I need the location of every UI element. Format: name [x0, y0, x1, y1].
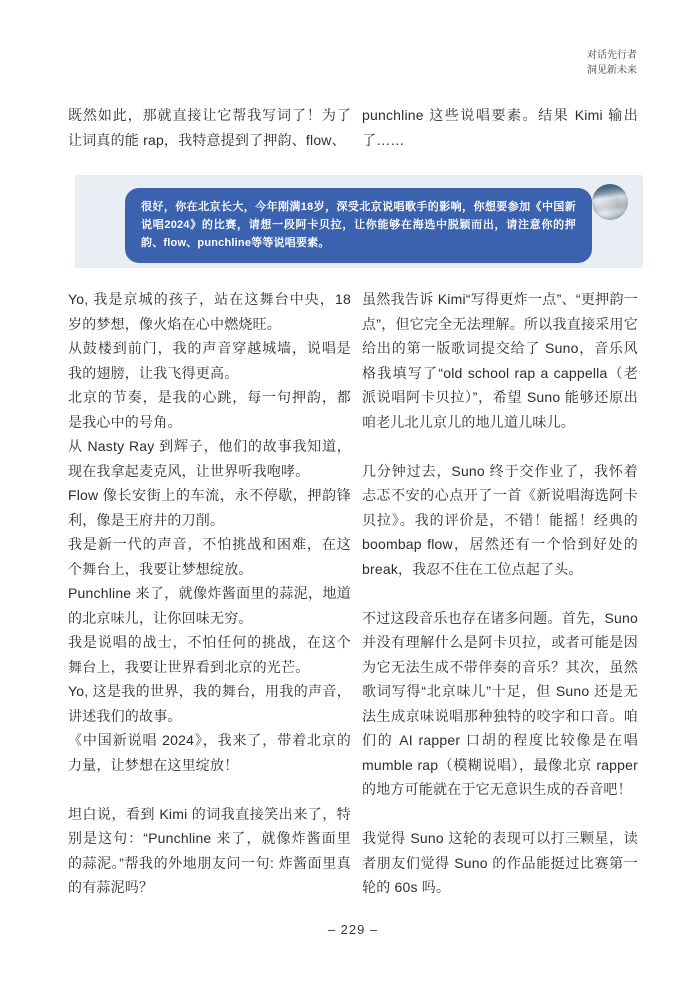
commentary-paragraph: 不过这段音乐也存在诸多问题。首先，Suno 并没有理解什么是阿卡贝拉，或者可能是因为它无法生成不带伴奏的音乐？其次，虽然歌词写得“北京味儿”十足，但 Suno 还是无法生成京味说唱那种独特的咬字和口音。咱们的 AI rapper 口胡的程度比较像是在唱 mumble rap（模糊说唱），最像北京 rapper 的地方可能就在于它无意识生成的吞音吧！ — [362, 609, 638, 797]
lyric-line: Flow 像长安街上的车流，永不停歇，押韵锋利，像是王府井的刀削。 — [68, 487, 351, 528]
lyrics-column — [68, 287, 351, 900]
lyric-line: Yo, 我是京城的孩子，站在这舞台中央，18 岁的梦想，像火焰在心中燃烧旺。 — [68, 291, 351, 332]
kimi-chat-screenshot — [75, 175, 643, 268]
lyric-line: 《中国新说唱 2024》，我来了，带着北京的力量，让梦想在这里绽放！ — [68, 732, 351, 773]
commentary-column — [362, 287, 638, 900]
commentary-paragraph: 虽然我告诉 Kimi“写得更炸一点”、“更押韵一点”，但它完全无法理解。所以我直接采用它给出的第一版歌词提交给了 Suno，音乐风格我填写了“old school rap a cappella（老派说唱阿卡贝拉）”，希望 Suno 能够还原出咱老儿北儿京儿的地儿道儿味儿。 — [362, 291, 638, 430]
intro-right-column-text: punchline 这些说唱要素。结果 Kimi 输出了…… — [362, 107, 638, 148]
author-comment-paragraph: 坦白说，看到 Kimi 的词我直接笑出来了，特别是这句：“Punchline 来了，就像炸酱面里的蒜泥。”帮我的外地朋友问一句: 炸酱面里真的有蒜泥吗？ — [68, 805, 351, 895]
running-header-line-1: 对话先行者 — [587, 50, 637, 61]
lyric-line: Punchline 来了，就像炸酱面里的蒜泥，地道的北京味儿，让你回味无穷。 — [68, 585, 351, 626]
running-header-line-2: 洞见新未来 — [587, 65, 637, 76]
lyric-line: 从鼓楼到前门，我的声音穿越城墙，说唱是我的翅膀，让我飞得更高。 — [68, 340, 351, 381]
page-number: – 229 – — [327, 922, 379, 937]
lyric-line: 北京的节奏，是我的心跳，每一句押韵，都是我心中的号角。 — [68, 389, 351, 430]
commentary-paragraph: 我觉得 Suno 这轮的表现可以打三颗星，读者朋友们觉得 Suno 的作品能挺过比赛第一轮的 60s 吗。 — [362, 830, 638, 895]
commentary-paragraph: 几分钟过去，Suno 终于交作业了，我怀着忐忑不安的心点开了一首《新说唱海选阿卡贝拉》。我的评价是，不错！能摇！经典的 boombap flow，居然还有一个恰到好处的 break，我忍不住在工位点起了头。 — [362, 462, 638, 577]
user-avatar-moon-icon — [592, 184, 628, 220]
user-prompt-bubble — [125, 188, 592, 263]
lyric-line: 我是新一代的声音，不怕挑战和困难，在这个舞台上，我要让梦想绽放。 — [68, 536, 351, 577]
running-header — [587, 48, 637, 78]
lyric-line: Yo, 这是我的世界，我的舞台，用我的声音，讲述我们的故事。 — [68, 683, 351, 724]
main-columns — [68, 287, 638, 900]
lyric-line: 我是说唱的战士，不怕任何的挑战，在这个舞台上，我要让世界看到北京的光芒。 — [68, 634, 351, 675]
user-prompt-text: 很好，你在北京长大，今年刚满18岁，深受北京说唱歌手的影响，你想要参加《中国新说唱2024》的比赛，请想一段阿卡贝拉，让你能够在海选中脱颖而出，请注意你的押韵、flow、punchline等等说唱要素。 — [141, 201, 576, 249]
intro-left-column-text: 既然如此，那就直接让它帮我写词了！为了让词真的能 rap，我特意提到了押韵、flow、 — [68, 107, 351, 148]
intro-row — [68, 103, 638, 152]
lyric-line: 从 Nasty Ray 到辉子，他们的故事我知道，现在我拿起麦克风，让世界听我咆哮。 — [68, 438, 351, 479]
